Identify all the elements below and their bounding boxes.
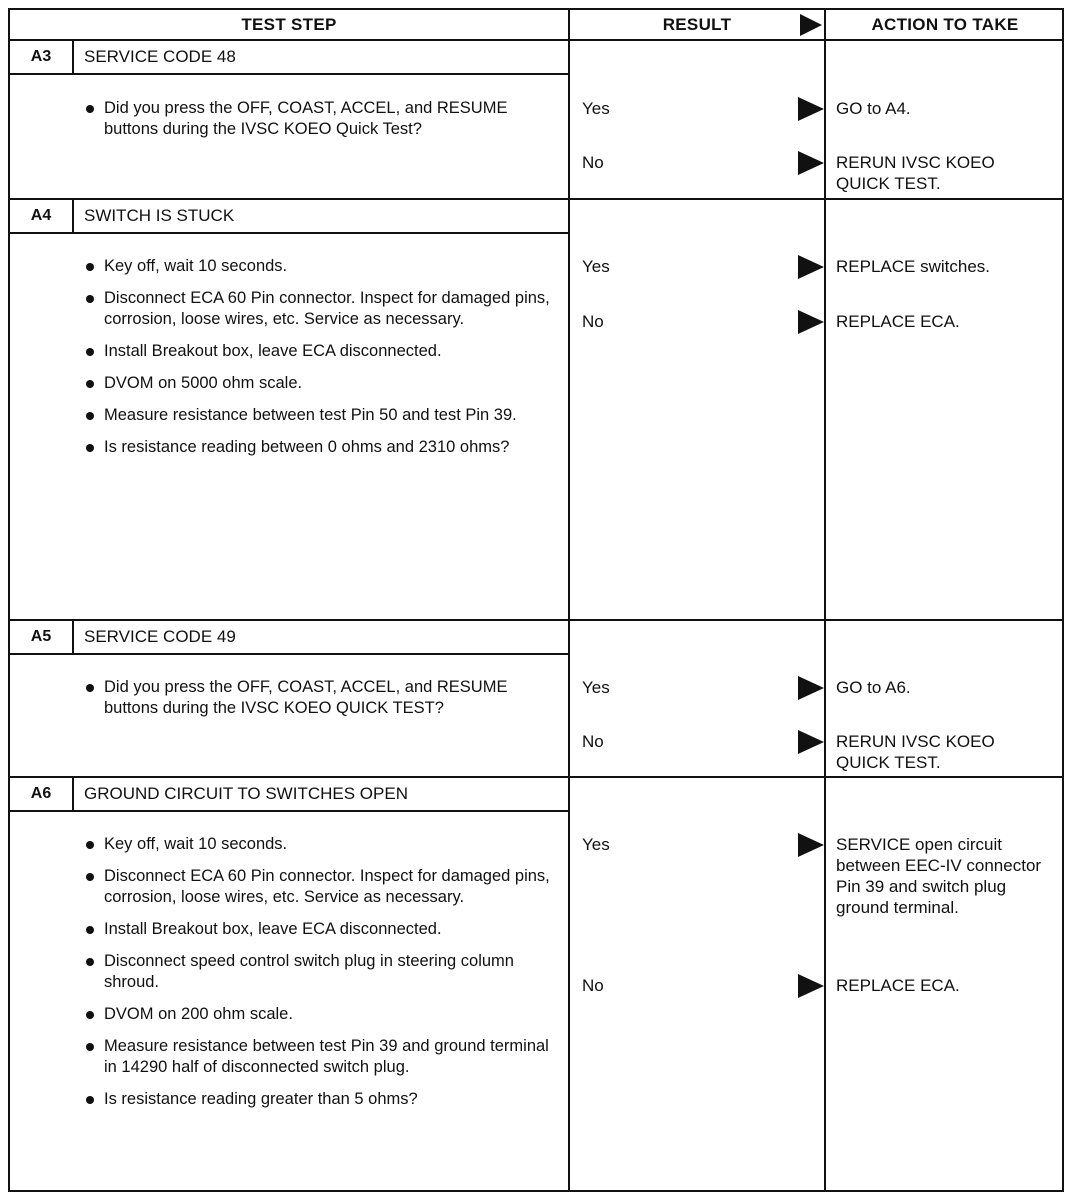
arrow-icon (798, 97, 824, 121)
step-item: Measure resistance between test Pin 39 and ground terminal in 14290 half of disconnected switch plug. (80, 1036, 560, 1078)
action-yes: GO to A4. (836, 99, 911, 118)
header-test-step: TEST STEP (241, 15, 337, 34)
section-title-row (10, 41, 570, 75)
header-action: ACTION TO TAKE (871, 15, 1019, 34)
action-no: RERUN IVSC KOEO QUICK TEST. (836, 732, 995, 772)
diagnostic-table (8, 8, 1064, 1192)
arrow-icon (798, 676, 824, 700)
action-yes: SERVICE open circuit between EEC-IV connector Pin 39 and switch plug ground terminal. (836, 835, 1042, 917)
arrow-icon (798, 255, 824, 279)
action-no: REPLACE ECA. (836, 312, 960, 331)
section-a4 (10, 200, 1062, 619)
result-yes: Yes (582, 835, 610, 854)
section-a3 (10, 41, 1062, 198)
step-item: Key off, wait 10 seconds. (80, 834, 560, 855)
section-a5 (10, 621, 1062, 776)
section-id: A3 (10, 41, 74, 73)
result-yes: Yes (582, 99, 610, 118)
section-title-row (10, 778, 570, 812)
section-title-row (10, 621, 570, 655)
section-a6 (10, 778, 1062, 1192)
step-list (80, 98, 560, 151)
step-item: Measure resistance between test Pin 50 and test Pin 39. (80, 405, 560, 426)
section-title: GROUND CIRCUIT TO SWITCHES OPEN (84, 784, 408, 803)
step-item: Install Breakout box, leave ECA disconnected. (80, 919, 560, 940)
section-title: SWITCH IS STUCK (84, 206, 235, 225)
result-yes: Yes (582, 257, 610, 276)
step-item: Did you press the OFF, COAST, ACCEL, and RESUME buttons during the IVSC KOEO QUICK TEST? (80, 677, 560, 719)
step-item: Disconnect ECA 60 Pin connector. Inspect for damaged pins, corrosion, loose wires, etc. Service as necessary. (80, 288, 560, 330)
step-list (80, 677, 560, 730)
result-no: No (582, 153, 604, 172)
result-yes: Yes (582, 678, 610, 697)
step-list (80, 256, 560, 469)
action-yes: GO to A6. (836, 678, 911, 697)
arrow-icon (800, 14, 822, 36)
arrow-icon (798, 730, 824, 754)
step-item: Did you press the OFF, COAST, ACCEL, and RESUME buttons during the IVSC KOEO Quick Test? (80, 98, 560, 140)
header-result: RESULT (662, 15, 732, 34)
step-item: Install Breakout box, leave ECA disconnected. (80, 341, 560, 362)
action-yes: REPLACE switches. (836, 257, 990, 276)
step-item: Is resistance reading between 0 ohms and 2310 ohms? (80, 437, 560, 458)
arrow-icon (798, 974, 824, 998)
step-item: Disconnect ECA 60 Pin connector. Inspect for damaged pins, corrosion, loose wires, etc. Service as necessary. (80, 866, 560, 908)
arrow-icon (798, 833, 824, 857)
step-item: Disconnect speed control switch plug in steering column shroud. (80, 951, 560, 993)
result-no: No (582, 312, 604, 331)
step-item: DVOM on 200 ohm scale. (80, 1004, 560, 1025)
step-item: Is resistance reading greater than 5 ohms? (80, 1089, 560, 1110)
action-no: REPLACE ECA. (836, 976, 960, 995)
section-id: A5 (10, 621, 74, 653)
section-title: SERVICE CODE 49 (84, 627, 236, 646)
arrow-icon (798, 310, 824, 334)
section-title: SERVICE CODE 48 (84, 47, 236, 66)
step-list (80, 834, 560, 1121)
section-id: A4 (10, 200, 74, 232)
result-no: No (582, 976, 604, 995)
section-title-row (10, 200, 570, 234)
section-id: A6 (10, 778, 74, 810)
step-item: DVOM on 5000 ohm scale. (80, 373, 560, 394)
result-no: No (582, 732, 604, 751)
step-item: Key off, wait 10 seconds. (80, 256, 560, 277)
arrow-icon (798, 151, 824, 175)
action-no: RERUN IVSC KOEO QUICK TEST. (836, 153, 995, 193)
